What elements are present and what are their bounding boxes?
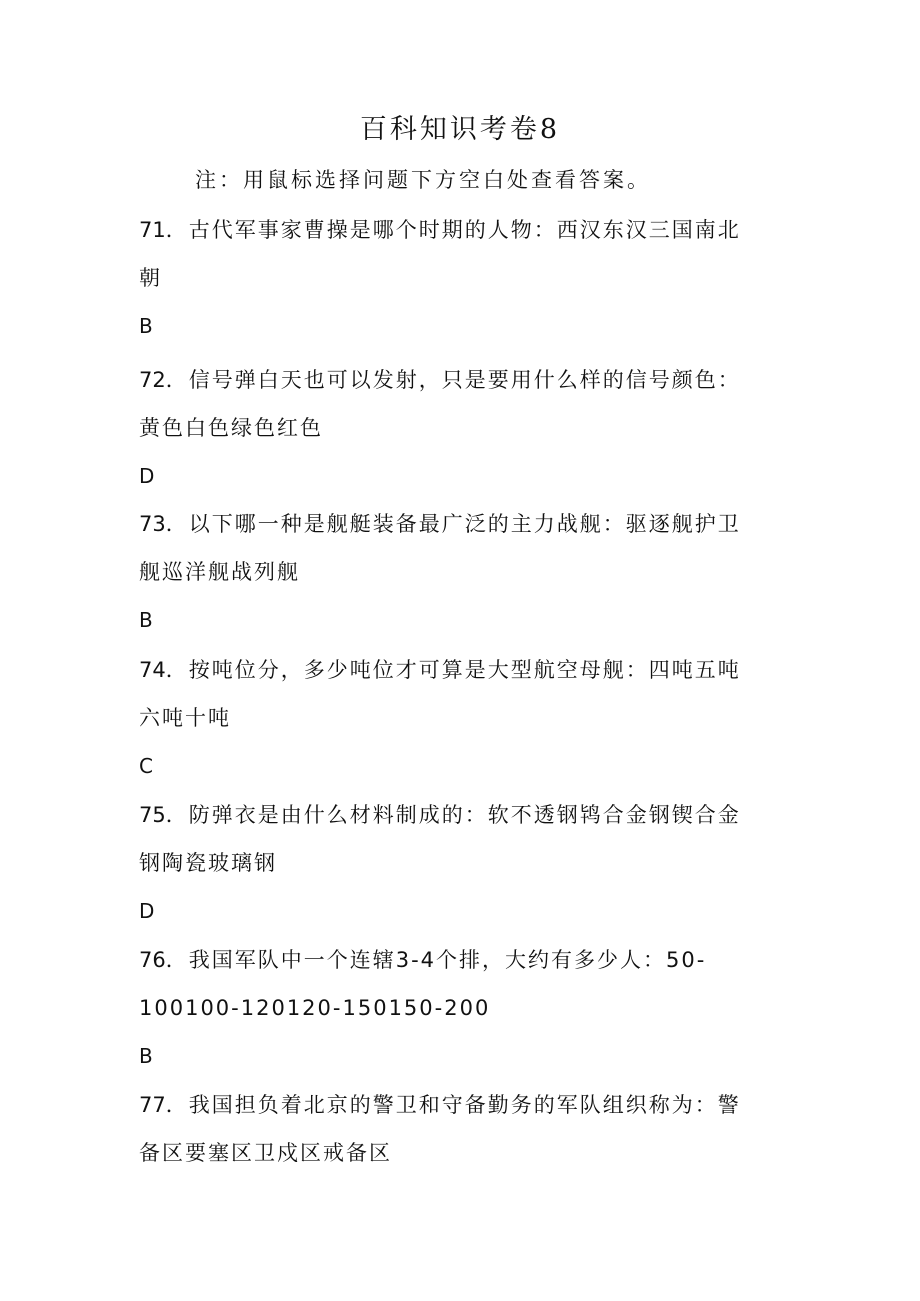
answer-74[interactable]: C	[139, 754, 153, 778]
question-number: 77	[139, 1093, 166, 1117]
question-block-74	[139, 646, 799, 790]
question-number: 72	[139, 368, 166, 392]
question-71[interactable]	[139, 206, 799, 302]
question-text-line2: 舰巡洋舰战列舰	[139, 560, 300, 584]
question-74[interactable]	[139, 646, 799, 742]
question-76[interactable]	[139, 936, 799, 1032]
question-text-line1: ．我国军队中一个连辖3-4个排，大约有多少人：50-	[165, 948, 707, 972]
question-text-line1: ．防弹衣是由什么材料制成的：软不透钢鸨合金钢锲合金	[165, 803, 741, 827]
question-text-line2: 备区要塞区卫戍区戒备区	[139, 1141, 392, 1165]
question-text-line2: 黄色白色绿色红色	[139, 416, 323, 440]
answer-72[interactable]: D	[139, 464, 155, 488]
question-number: 71	[139, 218, 166, 242]
question-text-line2: 钢陶瓷玻璃钢	[139, 851, 277, 875]
question-number: 74	[139, 658, 166, 682]
question-72[interactable]	[139, 356, 799, 452]
answer-76[interactable]: B	[139, 1044, 153, 1068]
question-block-76	[139, 936, 799, 1080]
question-73[interactable]	[139, 500, 799, 596]
question-text-line1: ．按吨位分，多少吨位才可算是大型航空母舰：四吨五吨	[165, 658, 741, 682]
question-block-75	[139, 791, 799, 935]
question-text-line2: 六吨十吨	[139, 706, 231, 730]
question-number: 76	[139, 948, 166, 972]
question-text-line1: ．信号弹白天也可以发射，只是要用什么样的信号颜色：	[165, 368, 741, 392]
question-block-73	[139, 500, 799, 644]
page-title: 百科知识考卷8	[359, 114, 561, 145]
question-block-71	[139, 206, 799, 350]
instruction-note[interactable]: 注：用鼠标选择问题下方空白处查看答案。	[195, 168, 651, 192]
answer-75[interactable]: D	[139, 899, 155, 923]
answer-71[interactable]: B	[139, 314, 153, 338]
question-text-line1: ．我国担负着北京的警卫和守备勤务的军队组织称为：警	[165, 1093, 741, 1117]
question-text-line1: ．以下哪一种是舰艇装备最广泛的主力战舰：驱逐舰护卫	[165, 512, 741, 536]
answer-73[interactable]: B	[139, 608, 153, 632]
question-text-line2: 100100-120120-150150-200	[139, 996, 491, 1020]
question-number: 75	[139, 803, 166, 827]
question-block-77	[139, 1081, 799, 1177]
question-block-72	[139, 356, 799, 500]
question-text-line2: 朝	[139, 266, 162, 290]
question-text-line1: ．古代军事家曹操是哪个时期的人物：西汉东汉三国南北	[165, 218, 741, 242]
question-77[interactable]	[139, 1081, 799, 1177]
question-75[interactable]	[139, 791, 799, 887]
question-number: 73	[139, 512, 166, 536]
